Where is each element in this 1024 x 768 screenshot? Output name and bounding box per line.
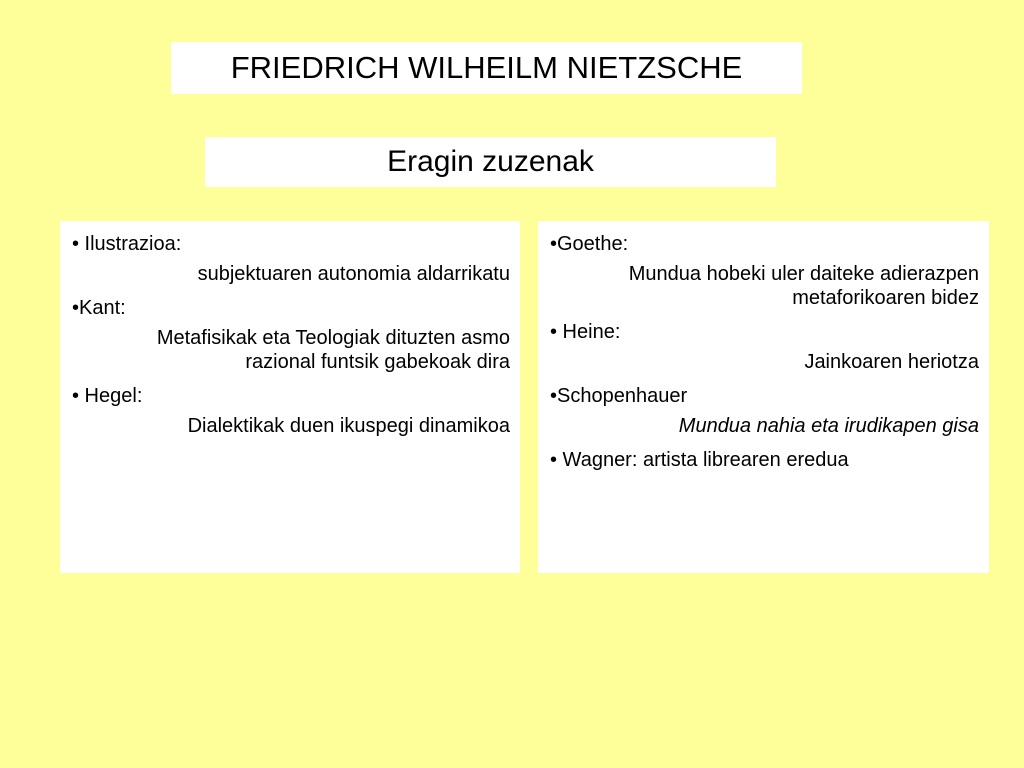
item-heading: • Hegel: (72, 385, 143, 407)
item-heading: •Kant: (72, 297, 126, 319)
slide-title (171, 42, 802, 94)
item-description: Mundua nahia eta irudikapen gisa (678, 415, 979, 437)
list-item-goethe (550, 232, 979, 310)
item-heading: • Heine: (550, 321, 621, 343)
item-description: subjektuaren autonomia aldarrikatu (197, 263, 510, 285)
slide-subtitle (205, 137, 776, 187)
list-item-ilustrazioa (72, 232, 510, 286)
item-description: Mundua hobeki uler daiteke adierazpen metaforikoaren bidez (628, 263, 979, 309)
list-item-hegel (72, 384, 510, 438)
list-item-heine (550, 320, 979, 374)
item-description: Jainkoaren heriotza (804, 351, 979, 373)
item-description: Metafisikak eta Teologiak dituzten asmo razional funtsik gabekoak dira (156, 327, 510, 373)
item-heading: •Goethe: (550, 233, 629, 255)
list-item-wagner (550, 448, 979, 472)
item-heading: •Schopenhauer (550, 385, 688, 407)
list-item-schopenhauer (550, 384, 979, 438)
left-panel (60, 221, 520, 573)
item-heading: • Ilustrazioa: (72, 233, 182, 255)
slide-title-text: FRIEDRICH WILHEILM NIETZSCHE (230, 50, 743, 85)
slide-subtitle-text: Eragin zuzenak (387, 145, 594, 178)
right-panel (538, 221, 989, 573)
item-heading: • Wagner: artista librearen eredua (550, 449, 849, 471)
list-item-kant (72, 296, 510, 374)
item-description: Dialektikak duen ikuspegi dinamikoa (187, 415, 510, 437)
